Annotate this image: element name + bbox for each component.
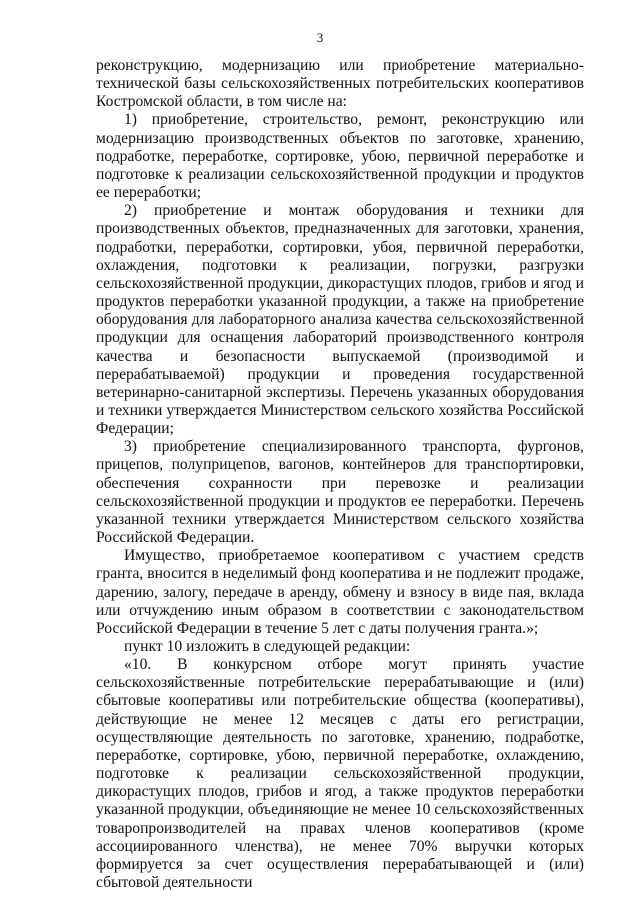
- paragraph: реконструкцию, модернизацию или приобретение материально-технической базы сельскохозяйственных потребительских кооперативов Костромской области, в том числе на:: [96, 57, 584, 111]
- paragraph: пункт 10 изложить в следующей редакции:: [124, 638, 411, 655]
- paragraph: 2) приобретение и монтаж оборудования и техники для производственных объектов, предназначенных для заготовки, хранения, подработки, переработки, сортировки, убоя, первичной переработки, охлаждения, подготовки к реализации, погрузки, разгрузки сельскохозяйственной продукции, дикорастущих плодов, грибов и ягод и продуктов переработки указанной продукции, а также на приобретение оборудования для лабораторного анализа качества сельскохозяйственной продукции для оснащения лабораторий производственного контроля качества и безопасности выпускаемой (производимой и перерабатываемой) продукции и проведения государственной ветеринарно-санитарной экспертизы. Перечень указанных оборудования и техники утверждается Министерством сельского хозяйства Российской Федерации;: [96, 202, 584, 438]
- paragraph: «10. В конкурсном отборе могут принять участие сельскохозяйственные потребительские перерабатывающие и (или) сбытовые кооперативы или потребительские общества (кооперативы), действующие не менее 12 месяцев с даты его регистрации, осуществляющие деятельность по заготовке, хранению, подработке, переработке, сортировке, убою, первичной переработке, охлаждению, подготовке к реализации сельскохозяйственной продукции, дикорастущих плодов, грибов и ягод, а также продуктов переработки указанной продукции, объединяющие не менее 10 сельскохозяйственных товаропроизводителей на правах членов кооперативов (кроме ассоциированного членства), не менее 70% выручки которых формируется за счет осуществления перерабатывающей и (или) сбытовой деятельности: [96, 656, 584, 892]
- paragraph: 3) приобретение специализированного транспорта, фургонов, прицепов, полуприцепов, вагонов, контейнеров для транспортировки, обеспечения сохранности при перевозке и реализации сельскохозяйственной продукции и продуктов ее переработки. Перечень указанной техники утверждается Министерством сельского хозяйства Российской Федерации.: [96, 438, 584, 547]
- page-number: 3: [316, 30, 324, 45]
- document-body: [96, 57, 584, 892]
- paragraph: Имущество, приобретаемое кооперативом с участием средств гранта, вносится в неделимый фонд кооператива и не подлежит продаже, дарению, залогу, передаче в аренду, обмену и взносу в виде пая, вклада или отчуждению иным образом в соответствии с законодательством Российской Федерации в течение 5 лет с даты получения гранта.»;: [96, 547, 584, 637]
- paragraph: 1) приобретение, строительство, ремонт, реконструкцию или модернизацию производственных объектов по заготовке, хранению, подработке, переработке, сортировке, убою, первичной переработке и подготовке к реализации сельскохозяйственной продукции и продуктов ее переработки;: [96, 111, 584, 202]
